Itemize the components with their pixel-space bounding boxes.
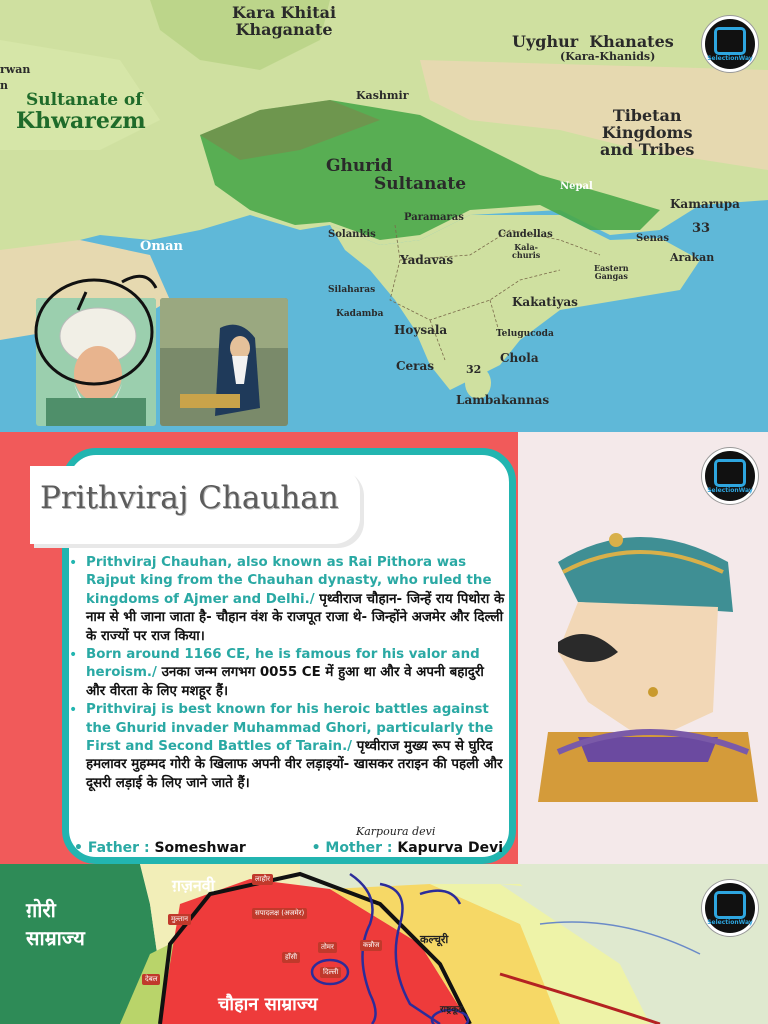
label-sultanate-of: Sultanate of	[26, 90, 143, 110]
label-uyghur: Uyghur Khanates	[512, 32, 674, 51]
label-multan: मुल्तान	[168, 914, 191, 925]
channel-logo-2: SelectionWay	[702, 448, 758, 504]
label-delhi: दिल्ली	[320, 967, 341, 978]
label-khwarezm: Khwarezm	[16, 108, 146, 134]
label-ghazni: ग़ज़नवी	[172, 876, 215, 895]
label-tomar: तोमर	[318, 942, 337, 953]
bullet-3-en: Prithviraj is best known for his heroic battles against the Ghurid invader Muhammad Ghori, particularly the First and Second Battles of Tarain./	[86, 702, 494, 755]
label-kakatiyas: Kakatiyas	[512, 295, 578, 309]
mother-value: Kapurva Devi	[397, 840, 504, 856]
label-kadamba: Kadamba	[336, 309, 384, 319]
bullet-2	[86, 646, 506, 701]
label-lambakannas: Lambakannas	[456, 393, 550, 407]
label-rwan: rwan	[0, 63, 31, 76]
label-candellas: Candellas	[498, 229, 553, 240]
bullet-1-hi: पृथ्वीराज चौहान- जिन्हें राय पिथोरा के नाम से भी जाना जाता है- चौहान वंश के राजपूत राजा थे- जिन्होंने अजमेर और दिल्ली के राज्यों पर राज किया।	[86, 591, 505, 644]
label-telugucoda: Telugucoda	[496, 329, 554, 339]
label-ceras: Ceras	[396, 359, 435, 373]
bullet-1	[86, 554, 506, 646]
label-tibetan: Tibetan Kingdoms and Tribes	[600, 106, 695, 159]
channel-logo-3: SelectionWay	[702, 880, 758, 936]
bullet-1-en: Prithviraj Chauhan, also known as Rai Pithora was Rajput king from the Chauhan dynasty, who ruled the kingdoms of Ajmer and Delhi./	[86, 555, 492, 607]
bullet-list	[68, 554, 506, 793]
label-yadavas: Yadavas	[400, 253, 454, 267]
bullet-2-hi: उनका जन्म लगभग 0055 CE में हुआ था और वे अपनी बहादुरी और वीरता के लिए मशहूर हैं।	[86, 665, 484, 699]
label-hansi: हाँसी	[282, 952, 300, 963]
label-sapadlaksha: सपादलक्ष (अजमेर)	[252, 908, 307, 919]
chauhan-map-terrain	[0, 864, 768, 1024]
portrait-sufi-reading	[160, 298, 288, 426]
label-ghurid: Ghurid	[326, 156, 393, 176]
label-oman: Oman	[140, 239, 183, 254]
label-arakan: Arakan	[670, 251, 715, 264]
label-kalachuri: कल्चूरी	[420, 933, 449, 946]
mother-label: • Mother :	[311, 840, 393, 856]
slide-title: Prithviraj Chauhan	[40, 480, 339, 516]
label-rashtrakut: राष्ट्रकूट	[440, 1005, 463, 1015]
label-hoysala: Hoysala	[394, 323, 448, 337]
label-cholas: Chola	[500, 351, 539, 365]
label-kamarupa: Kamarupa	[670, 197, 740, 211]
label-33: 33	[692, 221, 711, 236]
label-uyghur-sub: (Kara-Khanids)	[560, 50, 656, 63]
bullet-2-en: Born around 1166 CE, he is famous for his valor and heroism./	[86, 647, 480, 681]
label-32: 32	[466, 363, 482, 376]
label-senas: Senas	[636, 233, 669, 244]
title-banner	[30, 466, 360, 544]
label-ghori-empire: ग़ोरी साम्राज्य	[26, 898, 85, 950]
label-kashmir: Kashmir	[356, 89, 409, 102]
historical-map-panel	[0, 0, 768, 432]
label-kannauj: कन्नौज	[360, 940, 382, 951]
label-kara-khitai: Kara Khitai Khaganate	[232, 3, 337, 39]
bullet-3-hi: पृथ्वीराज मुख्य रूप से घुरिद हमलावर मुहम्मद गोरी के खिलाफ अपनी वीर लड़ाइयों- खासकर तराइन की पहली और दूसरी लड़ाई के लिए जाने जाते हैं।	[86, 739, 503, 791]
label-eastern-gangas: Eastern Gangas	[594, 263, 629, 282]
chauhan-map-panel	[0, 864, 768, 1024]
prithviraj-portrait	[518, 502, 768, 802]
label-solankis: Solankis	[328, 229, 376, 240]
label-paramaras: Paramaras	[404, 212, 464, 223]
label-sultanate: Sultanate	[374, 174, 467, 194]
hand-drawn-circle-annotation	[26, 266, 166, 386]
label-nepal: Nepal	[560, 181, 593, 192]
label-n: n	[0, 79, 8, 92]
bullet-3	[86, 701, 506, 793]
parents-row: • Father : Someshwar • Mother : Kapurva Devi	[74, 840, 504, 856]
father-value: Someshwar	[154, 840, 246, 856]
label-debal: देबल	[142, 974, 160, 985]
father-label: Father :	[87, 840, 150, 856]
handwritten-note: Karpoura devi	[356, 825, 436, 838]
channel-logo: SelectionWay	[702, 16, 758, 72]
prithviraj-slide	[0, 432, 768, 864]
label-silaharas: Silaharas	[328, 285, 376, 295]
label-kalachuris: Kala- churis	[512, 242, 541, 261]
label-chauhan-empire: चौहान साम्राज्य	[218, 994, 318, 1015]
label-lahore: लाहौर	[252, 874, 273, 885]
